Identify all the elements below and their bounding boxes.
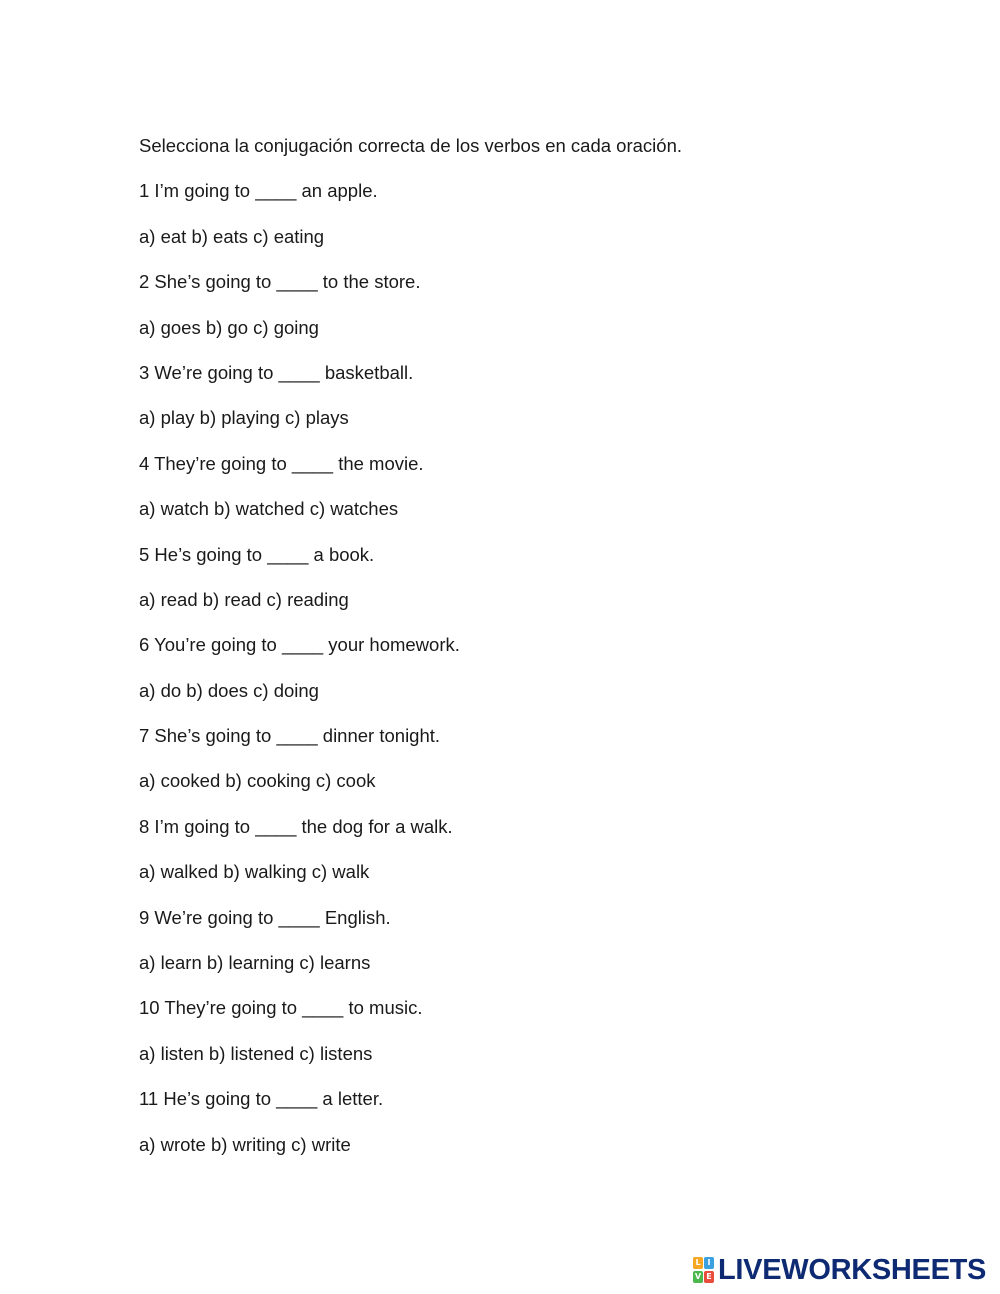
question-2: 2 She’s going to ____ to the store. [139, 271, 421, 293]
options-4: a) watch b) watched c) watches [139, 498, 399, 520]
options-3: a) play b) playing c) plays [139, 407, 349, 429]
options-5: a) read b) read c) reading [139, 588, 349, 610]
logo-mark-letter-4: E [704, 1271, 714, 1283]
worksheet [139, 134, 919, 1178]
options-2: a) goes b) go c) going [139, 316, 319, 338]
question-9: 9 We’re going to ____ English. [139, 906, 391, 928]
question-8: 8 I’m going to ____ the dog for a walk. [139, 815, 453, 837]
question-7: 7 She’s going to ____ dinner tonight. [139, 725, 441, 747]
logo-mark-letter-1: L [693, 1257, 703, 1269]
question-1: 1 I’m going to ____ an apple. [139, 180, 378, 202]
question-11: 11 He’s going to ____ a letter. [139, 1088, 384, 1110]
options-7: a) cooked b) cooking c) cook [139, 770, 376, 792]
logo-text: LIVEWORKSHEETS [718, 1254, 987, 1286]
liveworksheets-mark-icon [692, 1256, 716, 1284]
options-1: a) eat b) eats c) eating [139, 225, 325, 247]
question-6: 6 You’re going to ____ your homework. [139, 634, 460, 656]
instructions: Selecciona la conjugación correcta de los verbos en cada oración. [139, 135, 682, 156]
logo-mark-letter-2: I [704, 1257, 714, 1269]
options-10: a) listen b) listened c) listens [139, 1042, 373, 1064]
options-11: a) wrote b) writing c) write [139, 1133, 351, 1155]
logo-mark-letter-3: V [694, 1272, 702, 1281]
question-10: 10 They’re going to ____ to music. [139, 997, 423, 1019]
options-9: a) learn b) learning c) learns [139, 952, 371, 974]
liveworksheets-logo [692, 1253, 986, 1287]
question-3: 3 We’re going to ____ basketball. [139, 361, 414, 383]
options-8: a) walked b) walking c) walk [139, 861, 370, 883]
question-5: 5 He’s going to ____ a book. [139, 543, 375, 565]
question-4: 4 They’re going to ____ the movie. [139, 452, 424, 474]
options-6: a) do b) does c) doing [139, 679, 319, 701]
